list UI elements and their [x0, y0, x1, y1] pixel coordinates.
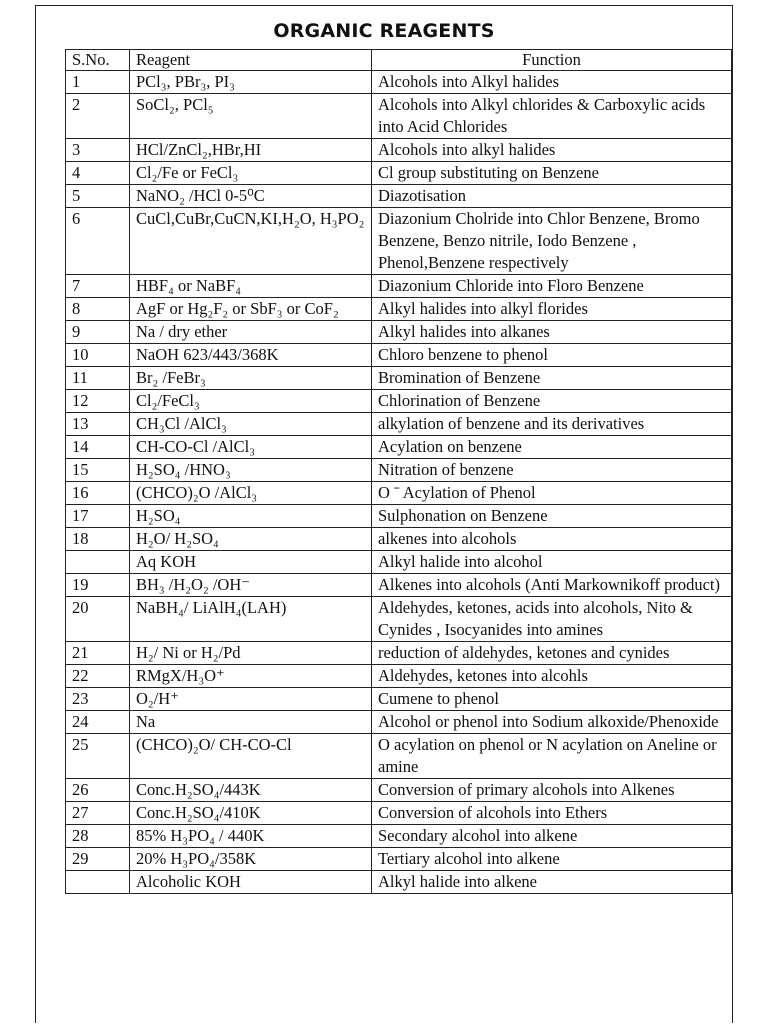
cell-sno: 25: [66, 734, 130, 779]
cell-function: Alkyl halides into alkanes: [372, 321, 732, 344]
cell-reagent: Aq KOH: [130, 551, 372, 574]
cell-function: Diazonium Chloride into Floro Benzene: [372, 275, 732, 298]
cell-reagent: 20% H₃PO₄/358K: [130, 848, 372, 871]
table-row: [66, 688, 732, 711]
cell-sno: 13: [66, 413, 130, 436]
cell-reagent: NaBH₄/ LiAlH₄(LAH): [130, 597, 372, 642]
cell-function: alkenes into alcohols: [372, 528, 732, 551]
cell-sno: 19: [66, 574, 130, 597]
table-row: [66, 71, 732, 94]
cell-function: Alkyl halides into alkyl florides: [372, 298, 732, 321]
cell-reagent: Na: [130, 711, 372, 734]
cell-function: Alcohols into Alkyl halides: [372, 71, 732, 94]
cell-reagent: O₂/H⁺: [130, 688, 372, 711]
cell-sno: 4: [66, 162, 130, 185]
cell-sno: [66, 551, 130, 574]
cell-sno: 5: [66, 185, 130, 208]
table-row: [66, 185, 732, 208]
cell-reagent: Cl₂/FeCl₃: [130, 390, 372, 413]
cell-reagent: HBF₄ or NaBF₄: [130, 275, 372, 298]
page-title: ORGANIC REAGENTS: [273, 20, 495, 42]
cell-sno: 2: [66, 94, 130, 139]
reagents-table: [65, 49, 732, 894]
table-row: [66, 413, 732, 436]
cell-function: Tertiary alcohol into alkene: [372, 848, 732, 871]
cell-reagent: (CHCO)₂O/ CH-CO-Cl: [130, 734, 372, 779]
cell-reagent: (CHCO)₂O /AlCl₃: [130, 482, 372, 505]
cell-sno: 9: [66, 321, 130, 344]
cell-sno: 20: [66, 597, 130, 642]
table-row: [66, 367, 732, 390]
cell-sno: 28: [66, 825, 130, 848]
table-row: [66, 208, 732, 275]
cell-function: Sulphonation on Benzene: [372, 505, 732, 528]
cell-sno: 22: [66, 665, 130, 688]
cell-reagent: Br₂ /FeBr₃: [130, 367, 372, 390]
table-row: [66, 275, 732, 298]
cell-function: Chlorination of Benzene: [372, 390, 732, 413]
table-row: [66, 459, 732, 482]
table-row: [66, 321, 732, 344]
cell-sno: 26: [66, 779, 130, 802]
cell-function: Nitration of benzene: [372, 459, 732, 482]
cell-reagent: H₂SO₄: [130, 505, 372, 528]
cell-reagent: AgF or Hg₂F₂ or SbF₃ or CoF₂: [130, 298, 372, 321]
header-sno: S.No.: [66, 50, 130, 71]
cell-function: Diazonium Cholride into Chlor Benzene, Bromo Benzene, Benzo nitrile, Iodo Benzene , Phenol,Benzene respectively: [372, 208, 732, 275]
table-row: [66, 665, 732, 688]
table-row: [66, 597, 732, 642]
cell-sno: [66, 871, 130, 894]
cell-reagent: Na / dry ether: [130, 321, 372, 344]
cell-reagent: RMgX/H₃O⁺: [130, 665, 372, 688]
cell-function: O acylation on phenol or N acylation on Aneline or amine: [372, 734, 732, 779]
cell-sno: 21: [66, 642, 130, 665]
cell-function: reduction of aldehydes, ketones and cynides: [372, 642, 732, 665]
cell-function: Aldehydes, ketones, acids into alcohols, Nito & Cynides , Isocyanides into amines: [372, 597, 732, 642]
cell-reagent: Conc.H₂SO₄/443K: [130, 779, 372, 802]
cell-function: Alkenes into alcohols (Anti Markownikoff product): [372, 574, 732, 597]
cell-sno: 27: [66, 802, 130, 825]
table-row: [66, 802, 732, 825]
cell-function: Aldehydes, ketones into alcohls: [372, 665, 732, 688]
cell-sno: 6: [66, 208, 130, 275]
table-row: [66, 528, 732, 551]
cell-function: Conversion of primary alcohols into Alkenes: [372, 779, 732, 802]
cell-reagent: 85% H₃PO₄ / 440K: [130, 825, 372, 848]
cell-sno: 16: [66, 482, 130, 505]
cell-sno: 3: [66, 139, 130, 162]
table-header-row: [66, 50, 732, 71]
cell-reagent: Alcoholic KOH: [130, 871, 372, 894]
table-row: [66, 825, 732, 848]
table-row: [66, 711, 732, 734]
cell-sno: 23: [66, 688, 130, 711]
table-row: [66, 482, 732, 505]
table-row: [66, 436, 732, 459]
cell-sno: 15: [66, 459, 130, 482]
cell-sno: 11: [66, 367, 130, 390]
cell-reagent: HCl/ZnCl₂,HBr,HI: [130, 139, 372, 162]
cell-sno: 14: [66, 436, 130, 459]
cell-sno: 7: [66, 275, 130, 298]
table-row: [66, 734, 732, 779]
cell-function: alkylation of benzene and its derivatives: [372, 413, 732, 436]
cell-sno: 12: [66, 390, 130, 413]
cell-reagent: CuCl,CuBr,CuCN,KI,H₂O, H₃PO₂: [130, 208, 372, 275]
cell-reagent: CH₃Cl /AlCl₃: [130, 413, 372, 436]
cell-function: Conversion of alcohols into Ethers: [372, 802, 732, 825]
cell-function: Alcohols into Alkyl chlorides & Carboxylic acids into Acid Chlorides: [372, 94, 732, 139]
cell-sno: 10: [66, 344, 130, 367]
cell-function: Alcohols into alkyl halides: [372, 139, 732, 162]
cell-reagent: SoCl₂, PCl₅: [130, 94, 372, 139]
table-row: [66, 779, 732, 802]
cell-function: Alkyl halide into alcohol: [372, 551, 732, 574]
cell-function: Chloro benzene to phenol: [372, 344, 732, 367]
cell-function: Alkyl halide into alkene: [372, 871, 732, 894]
cell-reagent: BH₃ /H₂O₂ /OH⁻: [130, 574, 372, 597]
cell-function: Bromination of Benzene: [372, 367, 732, 390]
table-row: [66, 642, 732, 665]
cell-sno: 17: [66, 505, 130, 528]
cell-reagent: PCl₃, PBr₃, PI₃: [130, 71, 372, 94]
cell-function: Acylation on benzene: [372, 436, 732, 459]
cell-reagent: H₂SO₄ /HNO₃: [130, 459, 372, 482]
cell-reagent: Cl₂/Fe or FeCl₃: [130, 162, 372, 185]
cell-reagent: H₂/ Ni or H₂/Pd: [130, 642, 372, 665]
cell-reagent: Conc.H₂SO₄/410K: [130, 802, 372, 825]
table-row: [66, 551, 732, 574]
table-row: [66, 390, 732, 413]
table-row: [66, 848, 732, 871]
table-row: [66, 162, 732, 185]
table-row: [66, 94, 732, 139]
table-row: [66, 344, 732, 367]
cell-function: O ˉ Acylation of Phenol: [372, 482, 732, 505]
header-function: Function: [372, 50, 732, 71]
table-row: [66, 139, 732, 162]
cell-function: Cumene to phenol: [372, 688, 732, 711]
cell-function: Diazotisation: [372, 185, 732, 208]
cell-sno: 8: [66, 298, 130, 321]
cell-function: Secondary alcohol into alkene: [372, 825, 732, 848]
cell-function: Cl group substituting on Benzene: [372, 162, 732, 185]
cell-sno: 1: [66, 71, 130, 94]
cell-reagent: NaOH 623/443/368K: [130, 344, 372, 367]
cell-reagent: NaNO₂ /HCl 0-5⁰C: [130, 185, 372, 208]
cell-sno: 24: [66, 711, 130, 734]
table-row: [66, 505, 732, 528]
cell-reagent: H₂O/ H₂SO₄: [130, 528, 372, 551]
cell-function: Alcohol or phenol into Sodium alkoxide/Phenoxide: [372, 711, 732, 734]
cell-sno: 18: [66, 528, 130, 551]
table-row: [66, 298, 732, 321]
table-row: [66, 574, 732, 597]
table-row: [66, 871, 732, 894]
cell-reagent: CH-CO-Cl /AlCl₃: [130, 436, 372, 459]
header-reagent: Reagent: [130, 50, 372, 71]
cell-sno: 29: [66, 848, 130, 871]
